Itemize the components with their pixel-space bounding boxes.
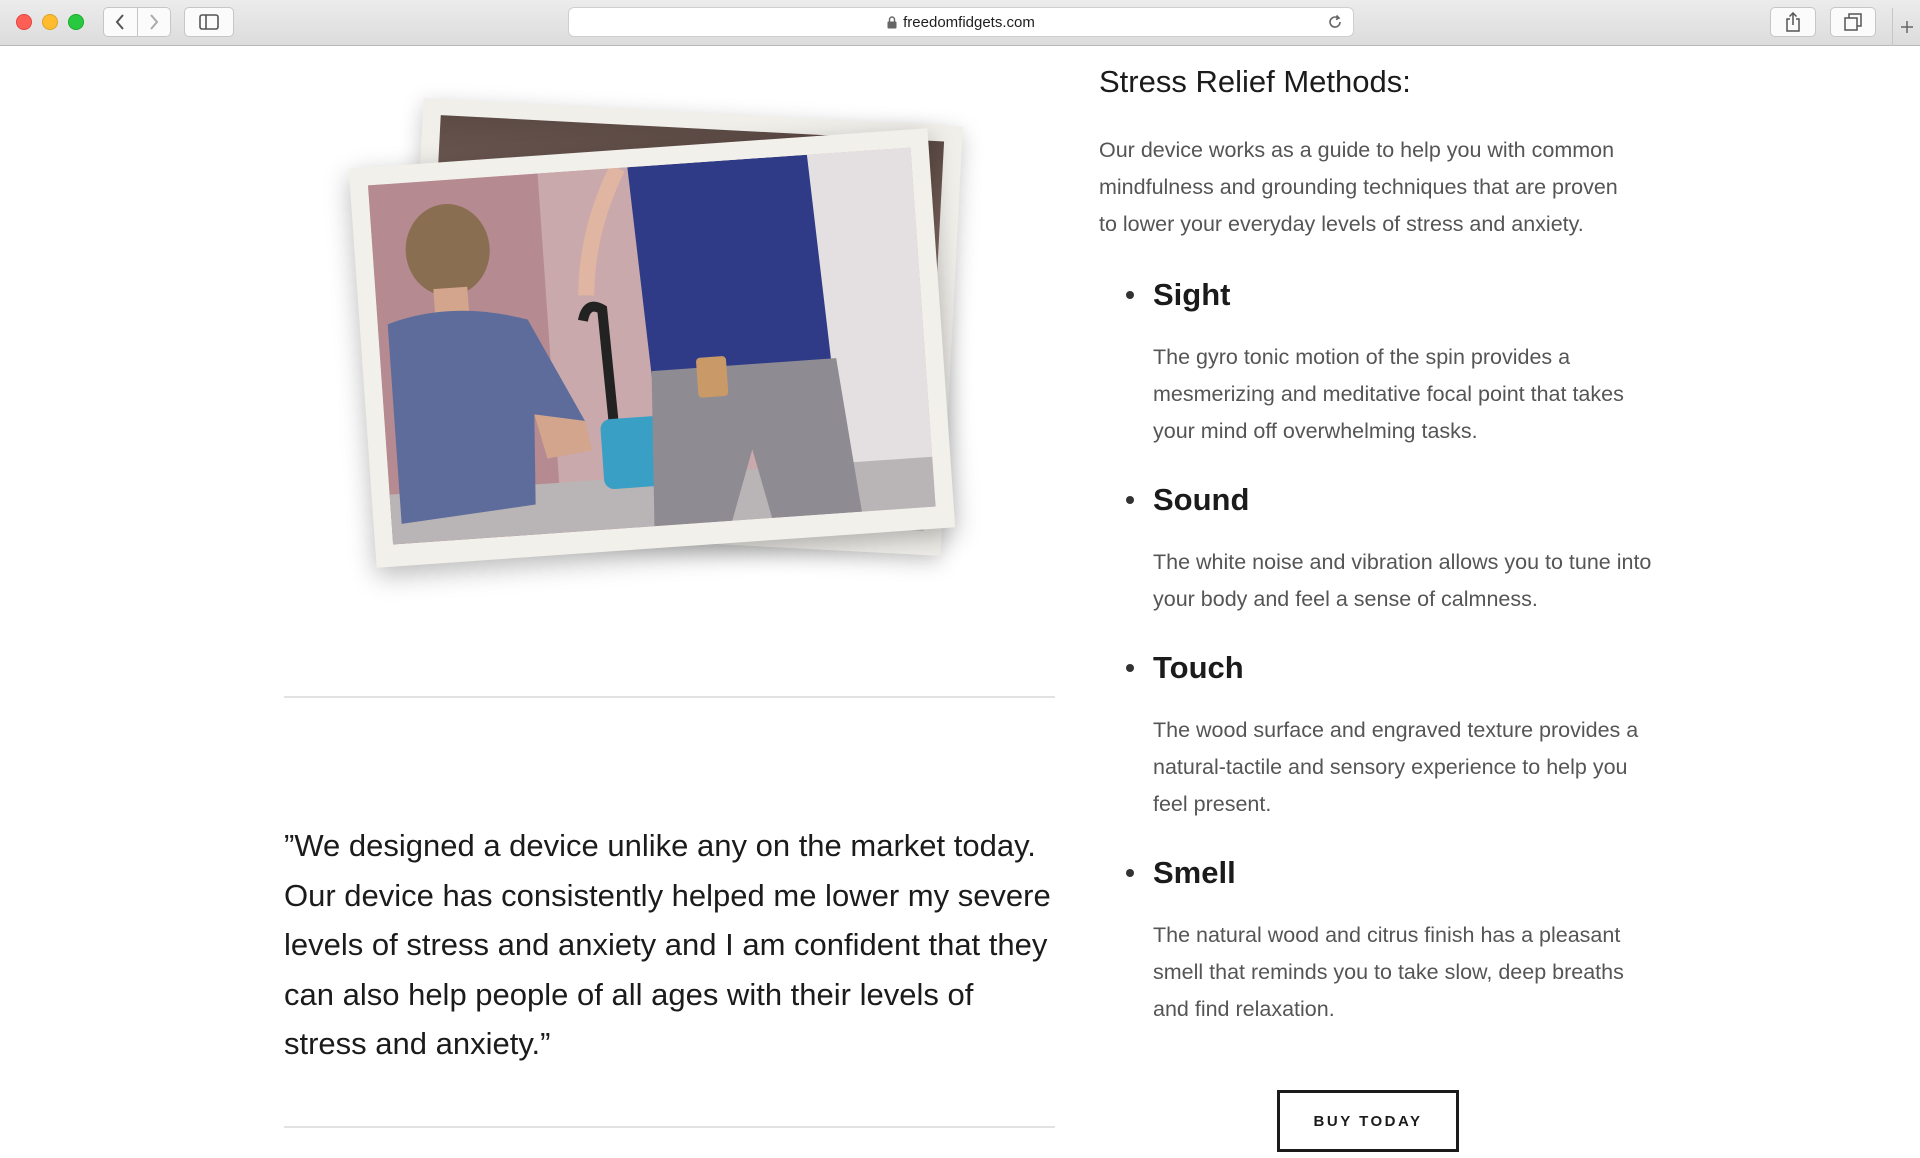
sidebar-icon xyxy=(199,14,219,30)
founder-quote: ”We designed a device unlike any on the market today. Our device has consistently helped me lower my severe levels of stress and anxiety and I am confident that they can also help people of all ages with their levels of stress and anxiety.” xyxy=(284,828,1051,1061)
minimize-window-button[interactable] xyxy=(42,14,58,30)
section-intro: Our device works as a guide to help you with common mindfulness and grounding techniques that are proven to lower your everyday levels of stress and anxiety. xyxy=(1099,138,1618,236)
forward-button[interactable] xyxy=(137,8,171,36)
address-bar[interactable] xyxy=(568,7,1354,37)
reload-icon[interactable] xyxy=(1327,14,1343,34)
url-text: freedomfidgets.com xyxy=(903,13,1035,31)
section-divider xyxy=(284,1126,1055,1128)
back-button[interactable] xyxy=(104,8,137,36)
bullet-icon xyxy=(1126,869,1134,877)
method-sight xyxy=(1099,273,1659,450)
close-window-button[interactable] xyxy=(16,14,32,30)
photo-print-front xyxy=(349,128,955,567)
chevron-left-icon xyxy=(114,13,126,31)
methods-list xyxy=(1099,273,1659,1028)
chevron-right-icon xyxy=(148,13,160,31)
share-button[interactable] xyxy=(1770,7,1816,37)
method-name: Sound xyxy=(1153,482,1250,517)
method-description: The white noise and vibration allows you to tune into your body and feel a sense of calmness. xyxy=(1153,550,1652,611)
section-divider xyxy=(284,696,1055,698)
history-nav xyxy=(103,7,171,37)
method-name: Smell xyxy=(1153,855,1236,890)
hero-photo xyxy=(350,100,990,570)
buy-today-button[interactable]: BUY TODAY xyxy=(1277,1090,1459,1152)
method-description: The wood surface and engraved texture provides a natural-tactile and sensory experience to help you feel present. xyxy=(1153,718,1639,816)
browser-toolbar xyxy=(0,0,1920,46)
tabs-icon xyxy=(1844,13,1862,31)
plus-icon xyxy=(1900,20,1914,34)
lock-icon xyxy=(887,16,897,29)
bullet-icon xyxy=(1126,291,1134,299)
zoom-window-button[interactable] xyxy=(68,14,84,30)
stress-relief-section xyxy=(1099,60,1659,1028)
bullet-icon xyxy=(1126,496,1134,504)
sidebar-toggle-button[interactable] xyxy=(184,7,234,37)
method-name: Touch xyxy=(1153,650,1244,685)
bullet-icon xyxy=(1126,664,1134,672)
method-smell xyxy=(1099,851,1659,1028)
method-description: The gyro tonic motion of the spin provides a mesmerizing and meditative focal point that takes your mind off overwhelming tasks. xyxy=(1153,345,1624,443)
method-description: The natural wood and citrus finish has a pleasant smell that reminds you to take slow, deep breaths and find relaxation. xyxy=(1153,923,1624,1021)
show-tabs-button[interactable] xyxy=(1830,7,1876,37)
section-title: Stress Relief Methods: xyxy=(1099,64,1411,99)
photo-scene xyxy=(368,147,936,544)
method-sound xyxy=(1099,478,1659,618)
method-name: Sight xyxy=(1153,277,1231,312)
method-touch xyxy=(1099,646,1659,823)
new-tab-button[interactable] xyxy=(1892,8,1920,46)
share-icon xyxy=(1785,12,1801,32)
